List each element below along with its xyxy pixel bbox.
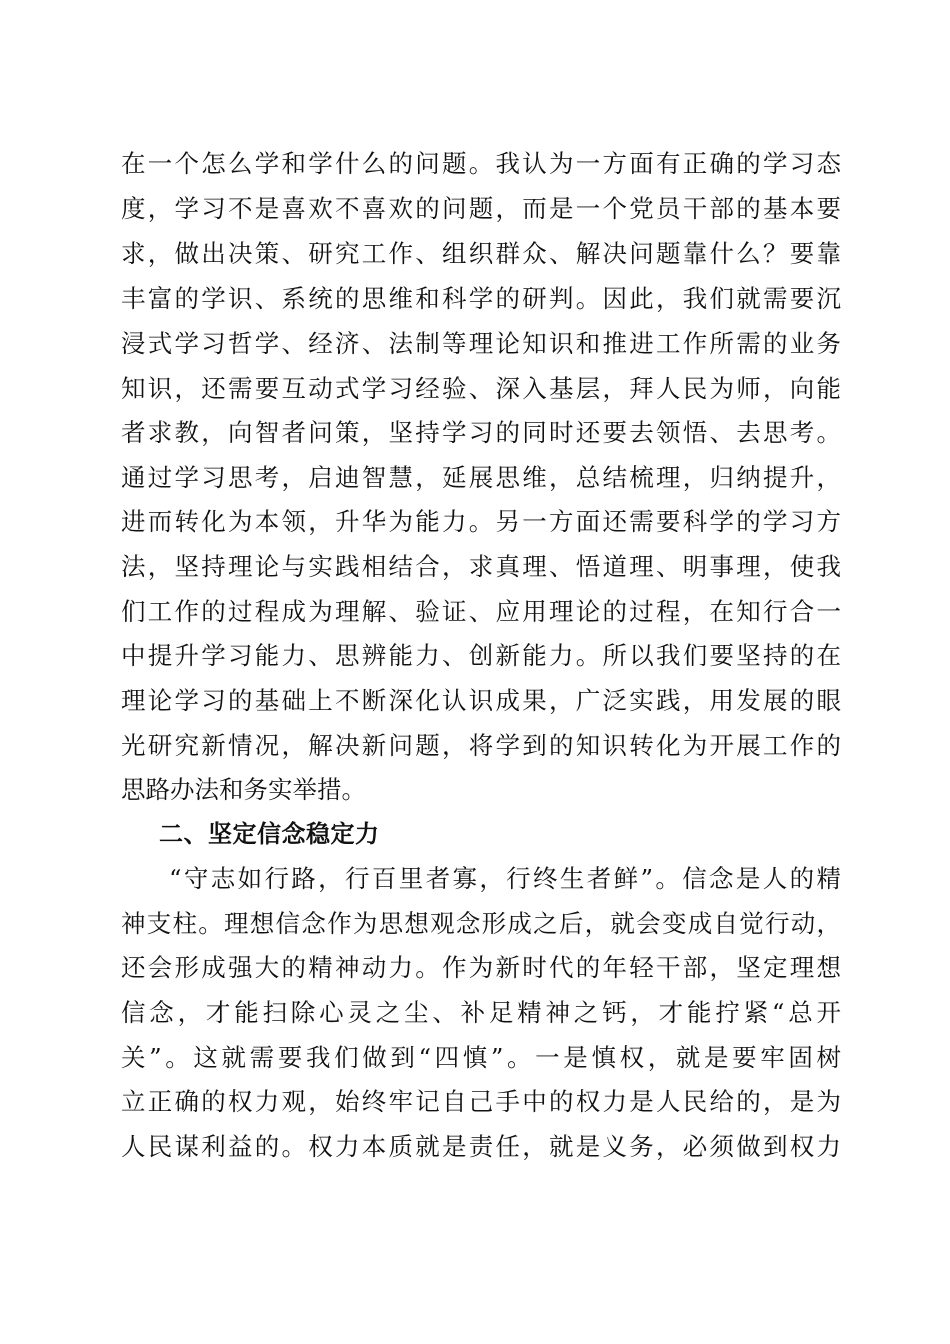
paragraph-line: 度，学习不是喜欢不喜欢的问题，而是一个党员干部的基本要 (121, 194, 841, 223)
paragraph-line: 还会形成强大的精神动力。作为新时代的年轻干部，坚定理想 (121, 953, 841, 982)
paragraph-line: 法，坚持理论与实践相结合，求真理、悟道理、明事理，使我 (121, 552, 841, 581)
paragraph-line: 浸式学习哲学、经济、法制等理论知识和推进工作所需的业务 (121, 329, 841, 358)
paragraph-line: 关”。这就需要我们做到“四慎”。一是慎权，就是要牢固树 (121, 1043, 841, 1072)
paragraph-line: 中提升学习能力、思辨能力、创新能力。所以我们要坚持的在 (121, 641, 841, 670)
paragraph-line: 知识，还需要互动式学习经验、深入基层，拜人民为师，向能 (121, 374, 841, 403)
paragraph-line: 者求教，向智者问策，坚持学习的同时还要去领悟、去思考。 (121, 418, 841, 447)
paragraph-line: 光研究新情况，解决新问题，将学到的知识转化为开展工作的 (121, 731, 841, 760)
paragraph-line: 人民谋利益的。权力本质就是责任，就是义务，必须做到权力 (121, 1132, 841, 1161)
paragraph-line: 在一个怎么学和学什么的问题。我认为一方面有正确的学习态 (121, 149, 841, 178)
paragraph-line: 信念，才能扫除心灵之尘、补足精神之钙，才能拧紧“总开 (121, 998, 841, 1027)
paragraph-line: 进而转化为本领，升华为能力。另一方面还需要科学的学习方 (121, 507, 841, 536)
paragraph-line: 理论学习的基础上不断深化认识成果，广泛实践，用发展的眼 (121, 686, 841, 715)
paragraph-line: 通过学习思考，启迪智慧，延展思维，总结梳理，归纳提升， (121, 463, 841, 492)
paragraph-line: 立正确的权力观，始终牢记自己手中的权力是人民给的，是为 (121, 1087, 841, 1116)
paragraph-line: 丰富的学识、系统的思维和科学的研判。因此，我们就需要沉 (121, 284, 841, 313)
paragraph-line: 神支柱。理想信念作为思想观念形成之后，就会变成自觉行动， (121, 909, 841, 938)
paragraph-line: “守志如行路，行百里者寡，行终生者鲜”。信念是人的精 (169, 864, 841, 893)
paragraph-line: 求，做出决策、研究工作、组织群众、解决问题靠什么？要靠 (121, 239, 841, 268)
paragraph-line: 思路办法和务实举措。 (121, 775, 366, 804)
section-heading: 二、坚定信念稳定力 (159, 820, 380, 848)
paragraph-line: 们工作的过程成为理解、验证、应用理论的过程，在知行合一 (121, 597, 841, 626)
